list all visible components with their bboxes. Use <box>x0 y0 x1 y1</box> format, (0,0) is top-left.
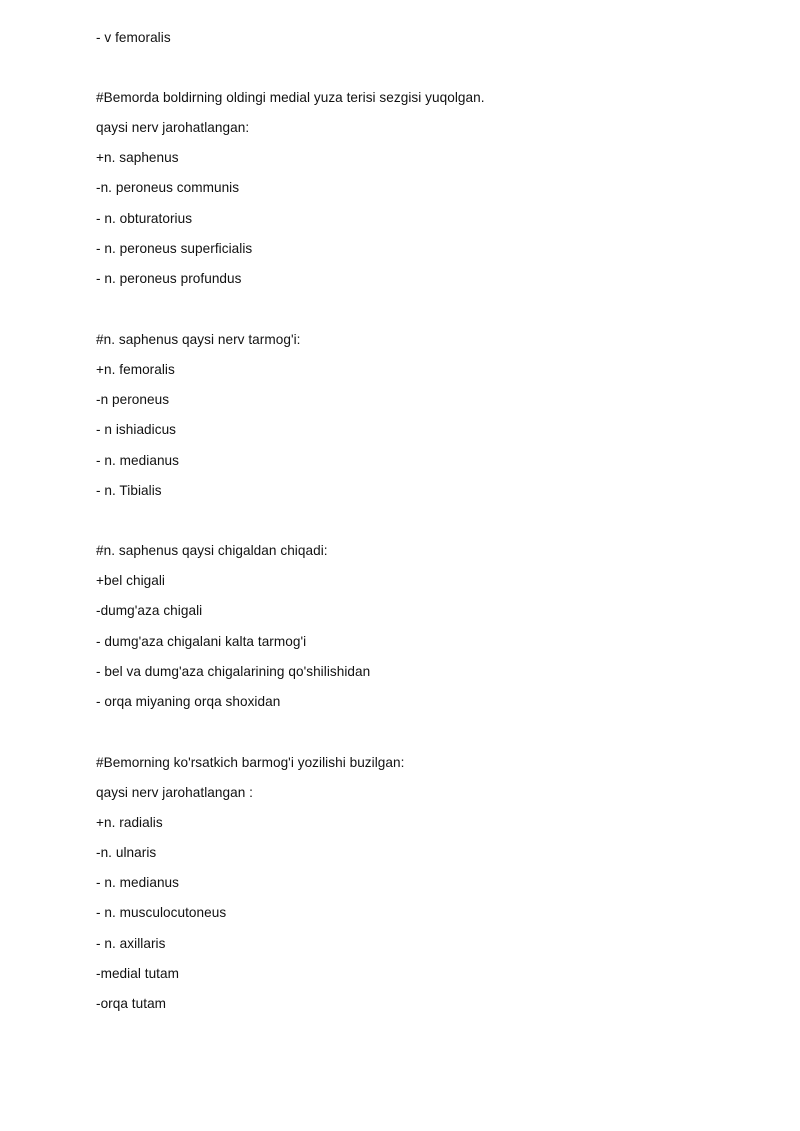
answer-line: - n. axillaris <box>96 936 166 951</box>
answer-line: - n. obturatorius <box>96 211 193 226</box>
answer-line: - bel va dumg'aza chigalarining qo'shilishidan <box>96 664 371 679</box>
answer-line: -dumg'aza chigali <box>96 603 203 618</box>
question-line: #n. saphenus qaysi nerv tarmog'i: <box>96 332 301 347</box>
correct-answer-line: +n. radialis <box>96 815 163 830</box>
question-line: #Bemorning ko'rsatkich barmog'i yozilishi buzilgan: <box>96 755 405 770</box>
answer-line: - n. medianus <box>96 453 180 468</box>
answer-line: - n. musculocutoneus <box>96 905 227 920</box>
correct-answer-line: +bel chigali <box>96 573 165 588</box>
answer-line: - orqa miyaning orqa shoxidan <box>96 694 281 709</box>
answer-line: - v femoralis <box>96 30 171 45</box>
answer-line: - dumg'aza chigalani kalta tarmog'i <box>96 634 307 649</box>
answer-line: - n ishiadicus <box>96 422 177 437</box>
answer-line: -orqa tutam <box>96 996 167 1011</box>
correct-answer-line: +n. femoralis <box>96 362 175 377</box>
answer-line: -n peroneus <box>96 392 170 407</box>
question-line: qaysi nerv jarohatlangan : <box>96 785 253 800</box>
question-line: #n. saphenus qaysi chigaldan chiqadi: <box>96 543 328 558</box>
question-line: qaysi nerv jarohatlangan: <box>96 120 250 135</box>
answer-line: - n. medianus <box>96 875 180 890</box>
question-line: #Bemorda boldirning oldingi medial yuza terisi sezgisi yuqolgan. <box>96 90 485 105</box>
answer-line: - n. Tibialis <box>96 483 162 498</box>
answer-line: -medial tutam <box>96 966 179 981</box>
answer-line: -n. ulnaris <box>96 845 157 860</box>
answer-line: - n. peroneus profundus <box>96 271 242 286</box>
answer-line: - n. peroneus superficialis <box>96 241 253 256</box>
correct-answer-line: +n. saphenus <box>96 150 179 165</box>
answer-line: -n. peroneus communis <box>96 180 240 195</box>
